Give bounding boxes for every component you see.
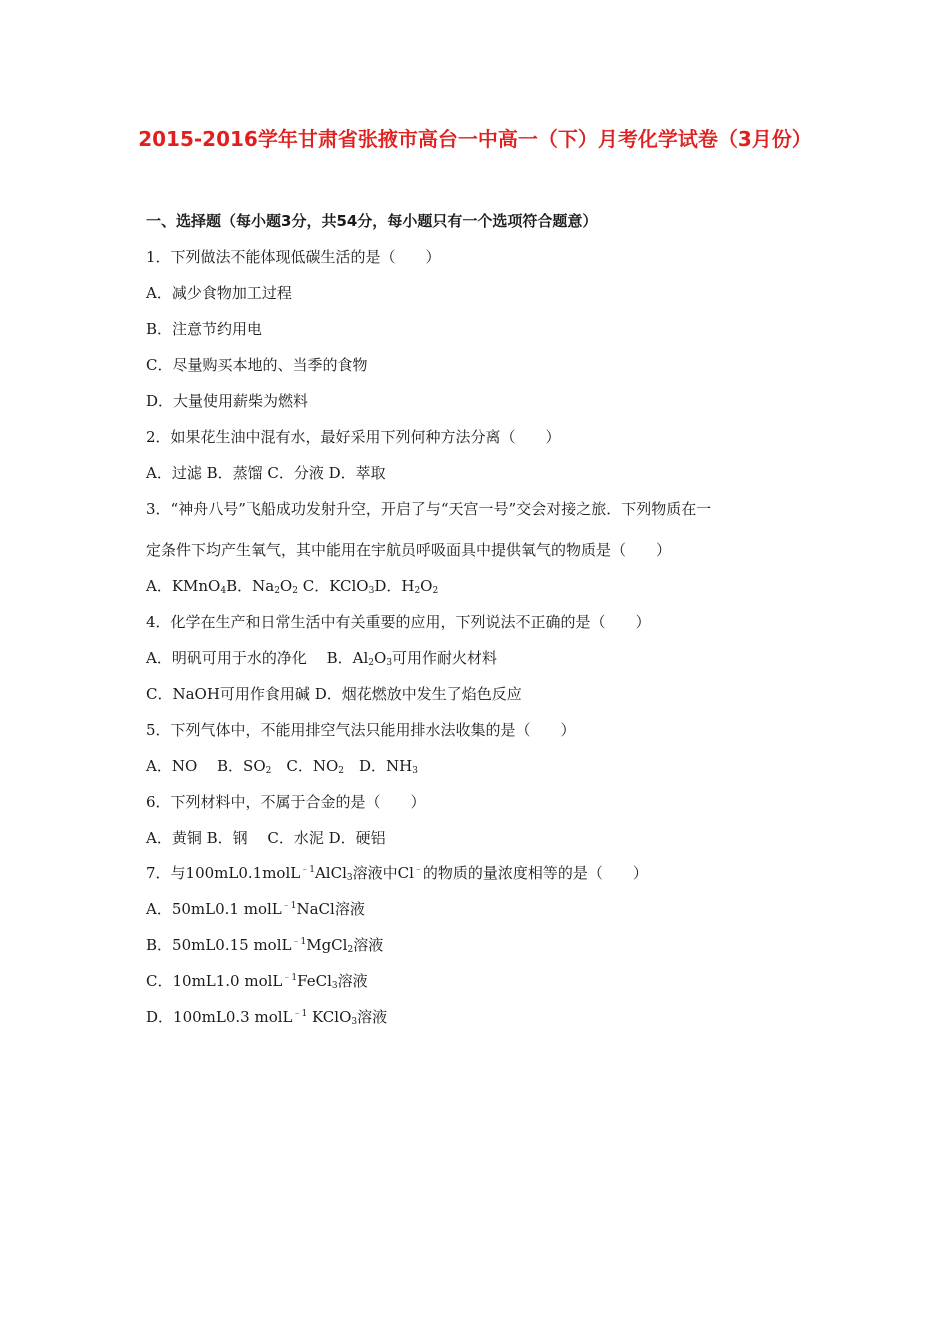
superscript: ﹣1 [292, 1009, 308, 1019]
subscript: 2 [292, 586, 298, 596]
subscript: 3 [346, 873, 353, 883]
question-1-stem: 1．下列做法不能体现低碳生活的是（ ） [146, 248, 441, 266]
question-6-options: A．黄铜 B．钢 C．水泥 D．硬铝 [146, 829, 386, 847]
options-ab-text: A．明矾可用于水的净化 B．Al [146, 649, 369, 667]
subscript: 4 [220, 586, 227, 596]
option-d: D．H [374, 577, 415, 595]
superscript: ﹣ [413, 865, 423, 875]
options-text: D．NH [344, 757, 413, 775]
subscript: 3 [331, 981, 338, 991]
options-text: A．NO B．SO [146, 757, 266, 775]
stem-text: 7．与100mL0.1molL [146, 864, 301, 882]
question-1-option-b: B．注意节约用电 [146, 320, 263, 338]
option-text: B．50mL0.15 molL [146, 936, 292, 954]
superscript: ﹣1 [282, 973, 298, 983]
question-7-option-a [146, 898, 365, 919]
option-text: C．10mL1.0 molL [146, 972, 283, 990]
question-4-stem: 4．化学在生产和日常生活中有关重要的应用，下列说法不正确的是（ ） [146, 613, 651, 631]
question-5-options [146, 755, 418, 776]
question-4-options-ab [146, 647, 497, 668]
subscript: 2 [338, 766, 344, 776]
subscript: 3 [351, 1017, 358, 1027]
subscript: 2 [432, 586, 439, 596]
subscript: 2 [265, 766, 272, 776]
option-text: FeCl [297, 972, 332, 990]
subscript: 2 [368, 658, 374, 668]
option-b: B．Na [226, 577, 275, 595]
subscript: 2 [414, 586, 421, 596]
question-1-option-c: C．尽量购买本地的、当季的食物 [146, 356, 368, 374]
stem-text: 的物质的量浓度相等的是（ ） [422, 864, 648, 882]
superscript: ﹣1 [281, 901, 297, 911]
superscript: ﹣1 [300, 865, 315, 875]
question-1-option-a: A．减少食物加工过程 [146, 284, 292, 302]
question-5-stem: 5．下列气体中，不能用排空气法只能用排水法收集的是（ ） [146, 721, 576, 739]
subscript: 3 [412, 766, 418, 776]
subscript: 3 [386, 658, 393, 668]
option-text: MgCl [306, 936, 348, 954]
stem-text: AlCl [314, 864, 347, 882]
question-7-option-b [146, 934, 383, 955]
question-3-options [146, 575, 438, 596]
question-2-options: A．过滤 B．蒸馏 C．分液 D．萃取 [146, 464, 386, 482]
question-3-stem-line-1: 3．“神舟八号”飞船成功发射升空，开启了与“天宫一号”交会对接之旅．下列物质在一 [146, 500, 712, 518]
subscript: 2 [274, 586, 280, 596]
subscript: 2 [347, 945, 354, 955]
options-ab-tail: 可用作耐火材料 [392, 649, 498, 667]
question-7-stem [146, 862, 648, 883]
question-6-stem: 6．下列材料中，不属于合金的是（ ） [146, 793, 426, 811]
subscript: 3 [368, 586, 375, 596]
superscript: ﹣1 [291, 937, 307, 947]
stem-text: 溶液中Cl [352, 864, 414, 882]
formula-part: O [279, 577, 293, 595]
option-text: D．100mL0.3 molL [146, 1008, 293, 1026]
question-7-option-c [146, 970, 368, 991]
section-heading: 一、选择题（每小题3分，共54分，每小题只有一个选项符合题意） [146, 212, 598, 230]
option-text: 溶液 [337, 972, 368, 990]
formula-part: O [374, 649, 387, 667]
question-4-options-cd: C．NaOH可用作食用碱 D．烟花燃放中发生了焰色反应 [146, 685, 522, 703]
question-1-option-d: D．大量使用薪柴为燃料 [146, 392, 309, 410]
option-text: 溶液 [357, 1008, 388, 1026]
option-text: NaCl溶液 [296, 900, 365, 918]
formula-part: O [420, 577, 433, 595]
exam-title: 2015-2016学年甘肃省张掖市高台一中高一（下）月考化学试卷（3月份） [138, 127, 812, 151]
question-3-stem-line-2: 定条件下均产生氧气，其中能用在宇航员呼吸面具中提供氧气的物质是（ ） [146, 541, 672, 559]
option-a: A．KMnO [146, 577, 221, 595]
option-text: 溶液 [353, 936, 384, 954]
option-text: A．50mL0.1 molL [146, 900, 282, 918]
question-2-stem: 2．如果花生油中混有水，最好采用下列何种方法分离（ ） [146, 428, 561, 446]
option-c: C．KClO [297, 577, 369, 595]
options-text: C．NO [271, 757, 339, 775]
option-text: KClO [307, 1008, 352, 1026]
question-7-option-d [146, 1006, 387, 1027]
